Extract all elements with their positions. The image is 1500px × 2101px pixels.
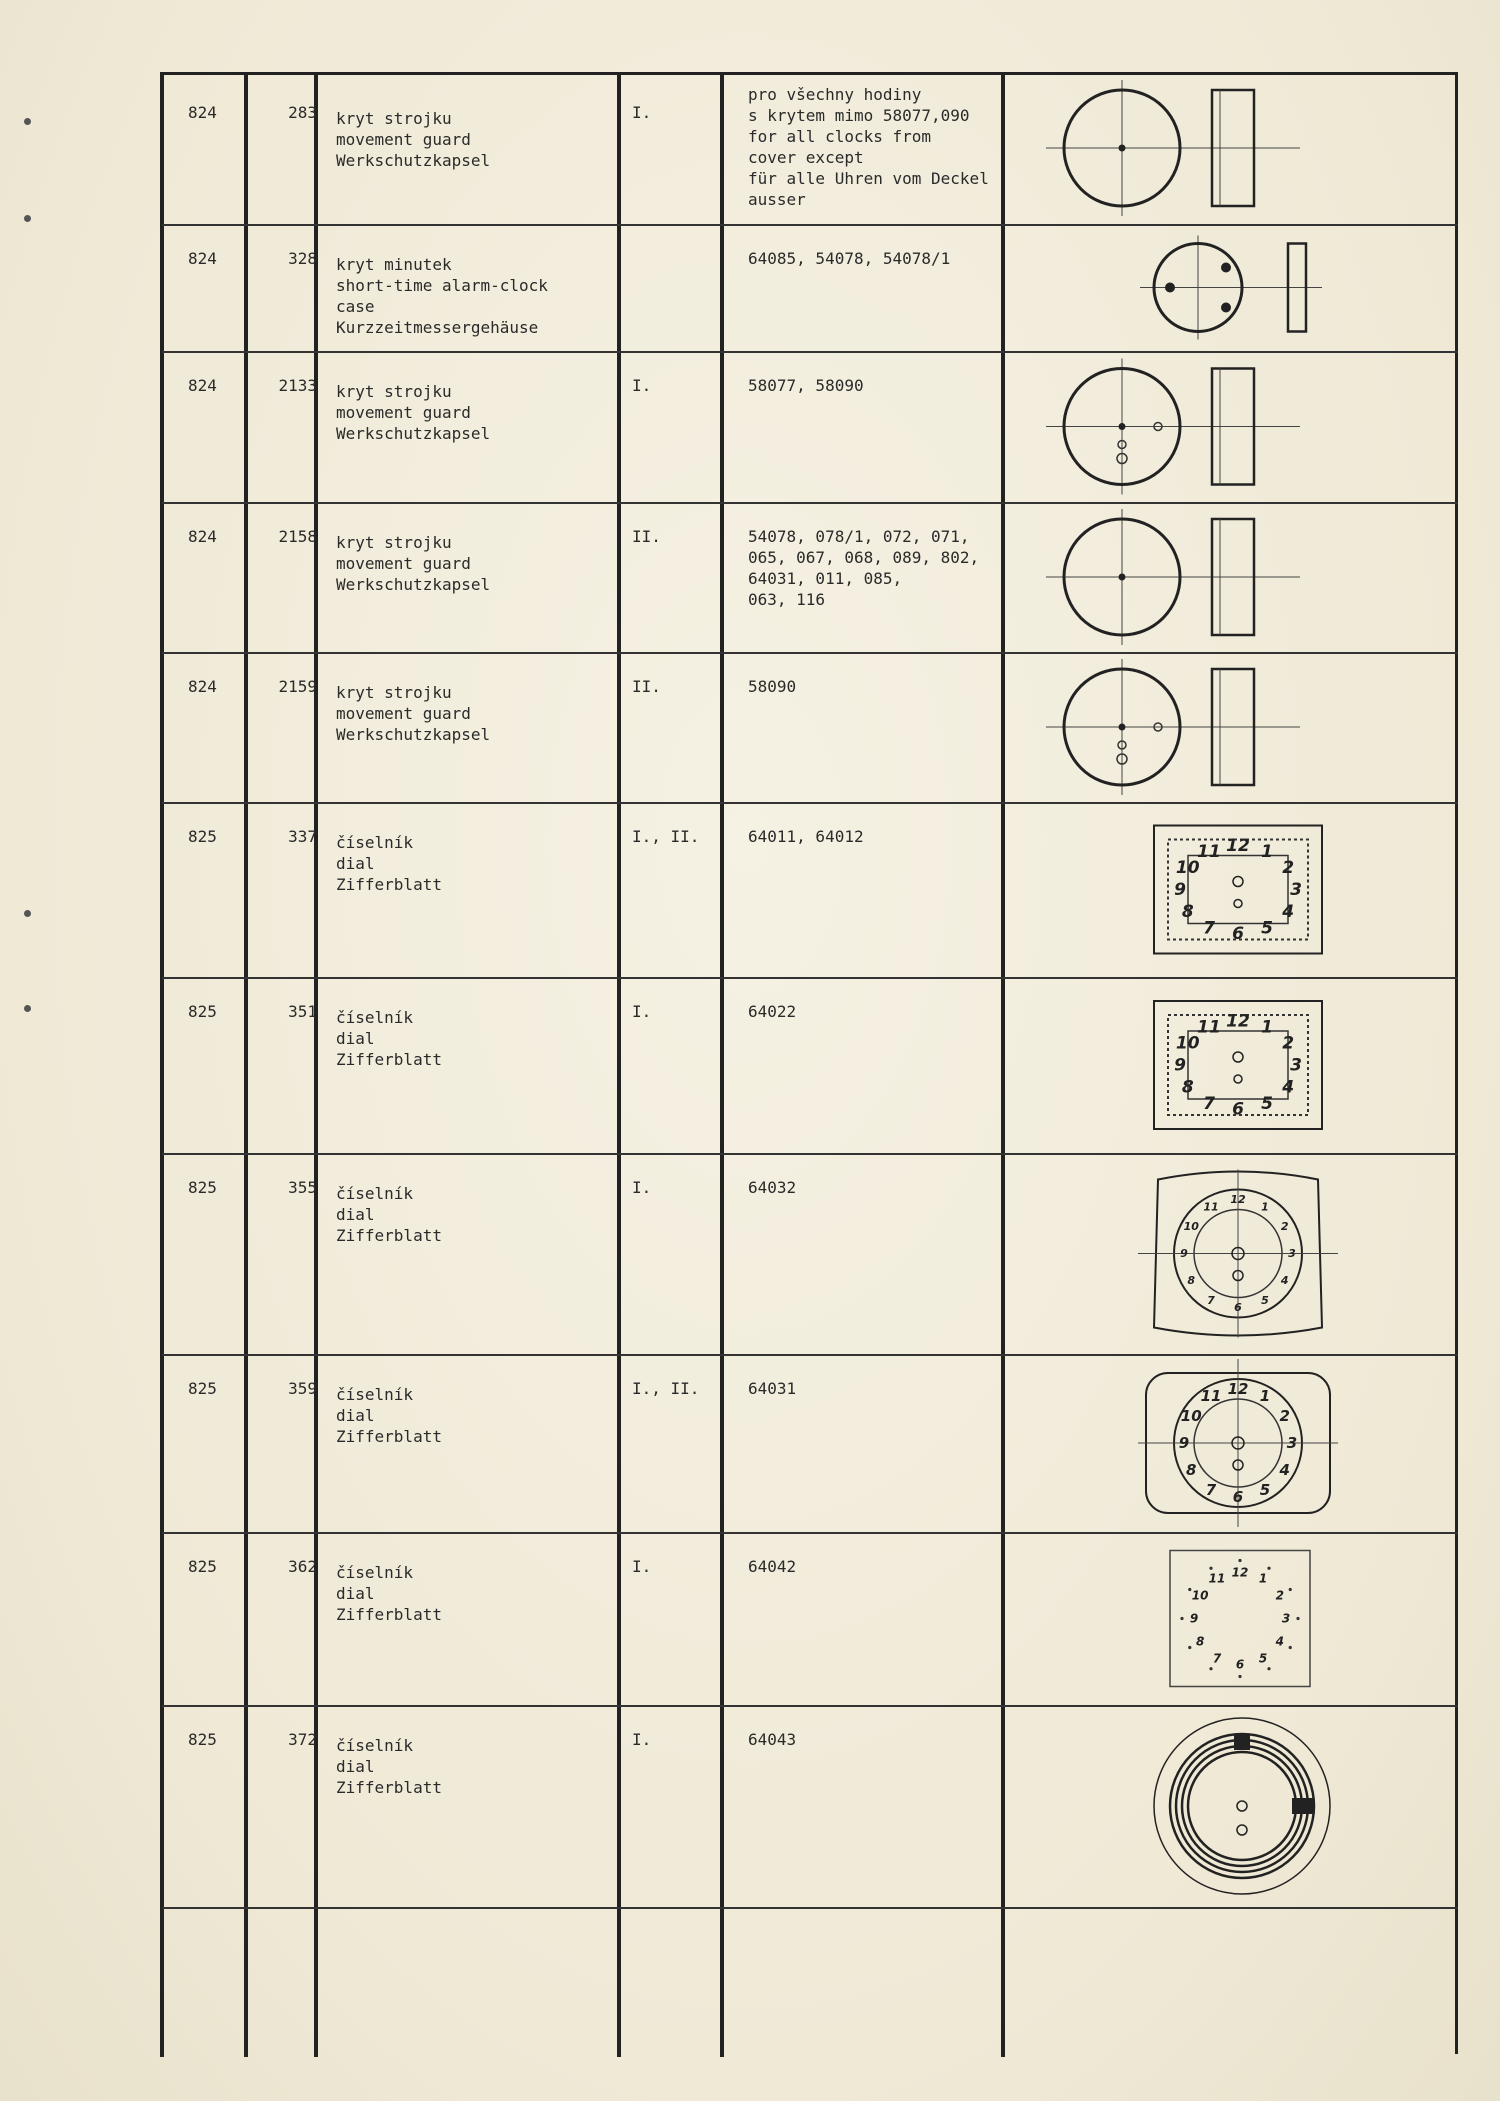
svg-text:3: 3 <box>1286 1434 1298 1452</box>
svg-text:6: 6 <box>1232 1099 1244 1120</box>
part-type: I. <box>632 1178 652 1197</box>
movement-guard-icon <box>1003 652 1458 802</box>
part-number: 372 <box>288 1730 317 1749</box>
part-description-line: kryt minutek <box>336 255 452 274</box>
part-description <box>336 682 616 745</box>
svg-text:8: 8 <box>1181 902 1194 923</box>
applicable-models-line: 64043 <box>748 1730 797 1749</box>
svg-text:7: 7 <box>1203 918 1215 939</box>
part-description-line: číselník <box>336 1736 414 1755</box>
svg-text:12: 12 <box>1231 1565 1249 1580</box>
punch-hole <box>24 118 31 125</box>
applicable-models <box>748 84 1028 210</box>
svg-text:7: 7 <box>1203 1093 1215 1114</box>
alarm-clock-case-icon <box>1003 224 1458 351</box>
svg-text:6: 6 <box>1234 1301 1242 1315</box>
svg-text:8: 8 <box>1187 1274 1196 1288</box>
svg-text:2: 2 <box>1282 858 1295 879</box>
svg-text:12: 12 <box>1226 836 1250 857</box>
applicable-models-line: 58077, 58090 <box>748 376 864 395</box>
svg-text:6: 6 <box>1235 1657 1245 1672</box>
svg-text:4: 4 <box>1280 1274 1289 1288</box>
svg-text:2: 2 <box>1279 1407 1290 1425</box>
part-description-line: movement guard <box>336 130 471 149</box>
svg-text:12: 12 <box>1230 1193 1246 1207</box>
section-number: 825 <box>188 1730 217 1749</box>
part-number: 2159 <box>278 677 317 696</box>
table-row <box>162 652 1458 802</box>
part-description-line: kryt strojku <box>336 382 452 401</box>
part-description-line: číselník <box>336 1385 414 1404</box>
part-description <box>336 1562 616 1625</box>
part-type: I., II. <box>632 827 700 846</box>
part-number: 2158 <box>278 527 317 546</box>
svg-text:11: 11 <box>1208 1571 1226 1586</box>
svg-text:10: 10 <box>1175 1033 1200 1054</box>
svg-text:8: 8 <box>1186 1461 1197 1479</box>
svg-text:7: 7 <box>1205 1480 1217 1499</box>
svg-text:3: 3 <box>1281 1611 1291 1626</box>
part-description-line: dial <box>336 854 375 873</box>
part-description-line: dial <box>336 1029 375 1048</box>
part-description-line: Werkschutzkapsel <box>336 575 491 594</box>
part-number: 2133 <box>278 376 317 395</box>
applicable-models-line: s krytem mimo 58077,090 <box>748 106 970 125</box>
part-description-line: Zifferblatt <box>336 875 442 894</box>
part-description-line: číselník <box>336 1184 414 1203</box>
punch-hole <box>24 215 31 222</box>
table-row <box>162 1354 1458 1532</box>
applicable-models-line: for all clocks from <box>748 127 932 146</box>
applicable-models-line: 58090 <box>748 677 797 696</box>
applicable-models-line: 64031, 011, 085, <box>748 569 903 588</box>
part-description <box>336 381 616 444</box>
svg-text:3: 3 <box>1288 1247 1296 1261</box>
punch-hole <box>24 1005 31 1012</box>
part-type: I. <box>632 376 652 395</box>
applicable-models-line: cover except <box>748 148 864 167</box>
svg-text:1: 1 <box>1261 1200 1269 1214</box>
applicable-models-line: pro všechny hodiny <box>748 85 922 104</box>
part-description <box>336 1735 616 1798</box>
svg-text:2: 2 <box>1275 1588 1285 1603</box>
svg-text:9: 9 <box>1180 1247 1188 1261</box>
part-number: 355 <box>288 1178 317 1197</box>
section-number: 824 <box>188 103 217 122</box>
part-description <box>336 108 616 171</box>
applicable-models-line: 54078, 078/1, 072, 071, <box>748 527 970 546</box>
part-description <box>336 832 616 895</box>
applicable-models <box>748 1177 1028 1198</box>
table-row <box>162 1705 1458 1907</box>
svg-text:5: 5 <box>1261 1093 1273 1114</box>
applicable-models-line: 065, 067, 068, 089, 802, <box>748 548 980 567</box>
svg-text:4: 4 <box>1275 1634 1285 1649</box>
part-number: 351 <box>288 1002 317 1021</box>
section-number: 824 <box>188 376 217 395</box>
applicable-models-line: 64042 <box>748 1557 797 1576</box>
punch-hole <box>24 910 31 917</box>
applicable-models-line: 64031 <box>748 1379 797 1398</box>
part-description-line: Werkschutzkapsel <box>336 151 491 170</box>
part-description <box>336 254 616 338</box>
rectangular-dial-icon <box>1003 977 1458 1153</box>
applicable-models-line: für alle Uhren vom Deckel <box>748 169 989 188</box>
applicable-models-line: 063, 116 <box>748 590 826 609</box>
part-description-line: Werkschutzkapsel <box>336 424 491 443</box>
section-number: 825 <box>188 1002 217 1021</box>
movement-guard-icon <box>1003 72 1458 224</box>
svg-text:12: 12 <box>1226 1011 1250 1032</box>
svg-text:9: 9 <box>1189 1611 1199 1626</box>
part-type: II. <box>632 677 661 696</box>
svg-text:1: 1 <box>1261 1017 1273 1038</box>
table-row <box>162 351 1458 502</box>
part-type: I. <box>632 1557 652 1576</box>
part-description-line: číselník <box>336 1563 414 1582</box>
section-number: 824 <box>188 527 217 546</box>
part-description-line: číselník <box>336 1008 414 1027</box>
part-description-line: movement guard <box>336 704 471 723</box>
svg-text:11: 11 <box>1203 1200 1219 1214</box>
ring-dial-icon <box>1003 1705 1458 1907</box>
applicable-models-line: ausser <box>748 190 806 209</box>
svg-text:3: 3 <box>1290 1055 1302 1076</box>
svg-text:2: 2 <box>1280 1220 1289 1234</box>
part-description-line: short-time alarm-clock <box>336 276 548 295</box>
svg-text:10: 10 <box>1191 1588 1209 1603</box>
part-description-line: dial <box>336 1584 375 1603</box>
svg-text:7: 7 <box>1212 1651 1222 1666</box>
svg-text:8: 8 <box>1195 1634 1205 1649</box>
part-description-line: Zifferblatt <box>336 1050 442 1069</box>
applicable-models-line: 64032 <box>748 1178 797 1197</box>
part-description-line: kryt strojku <box>336 109 452 128</box>
part-description-line: Zifferblatt <box>336 1605 442 1624</box>
svg-text:5: 5 <box>1261 918 1273 939</box>
table-row <box>162 1153 1458 1354</box>
part-description-line: Kurzzeitmessergehäuse <box>336 318 539 337</box>
svg-text:5: 5 <box>1258 1651 1268 1666</box>
part-number: 359 <box>288 1379 317 1398</box>
svg-text:5: 5 <box>1259 1480 1271 1499</box>
svg-text:8: 8 <box>1181 1077 1194 1098</box>
svg-text:4: 4 <box>1279 1461 1290 1479</box>
svg-text:6: 6 <box>1232 1488 1244 1506</box>
part-description-line: dial <box>336 1205 375 1224</box>
svg-text:9: 9 <box>1174 1055 1186 1076</box>
section-number: 824 <box>188 677 217 696</box>
svg-text:11: 11 <box>1200 1387 1222 1406</box>
part-description-line: kryt strojku <box>336 683 452 702</box>
part-description-line: Zifferblatt <box>336 1427 442 1446</box>
svg-text:9: 9 <box>1178 1434 1190 1452</box>
part-description-line: číselník <box>336 833 414 852</box>
part-number: 328 <box>288 249 317 268</box>
part-description <box>336 532 616 595</box>
part-description-line: dial <box>336 1406 375 1425</box>
applicable-models <box>748 826 1028 847</box>
applicable-models <box>748 1729 1028 1750</box>
applicable-models <box>748 526 1028 610</box>
part-type: I. <box>632 1730 652 1749</box>
applicable-models <box>748 1001 1028 1022</box>
svg-text:3: 3 <box>1290 880 1302 901</box>
round-dial-icon <box>1003 1354 1458 1532</box>
part-description-line: kryt strojku <box>336 533 452 552</box>
svg-text:10: 10 <box>1180 1407 1202 1425</box>
table-row <box>162 802 1458 977</box>
svg-text:11: 11 <box>1197 1017 1221 1038</box>
table-row <box>162 977 1458 1153</box>
svg-text:4: 4 <box>1282 1077 1295 1098</box>
svg-text:1: 1 <box>1258 1571 1268 1586</box>
svg-text:12: 12 <box>1227 1380 1249 1398</box>
part-type: II. <box>632 527 661 546</box>
part-description <box>336 1007 616 1070</box>
applicable-models <box>748 1556 1028 1577</box>
table-row <box>162 224 1458 351</box>
part-description-line: Werkschutzkapsel <box>336 725 491 744</box>
part-type: I. <box>632 103 652 122</box>
part-type: I., II. <box>632 1379 700 1398</box>
svg-text:2: 2 <box>1282 1033 1295 1054</box>
part-description-line: Zifferblatt <box>336 1226 442 1245</box>
part-number: 362 <box>288 1557 317 1576</box>
svg-text:7: 7 <box>1207 1293 1215 1307</box>
table-row <box>162 502 1458 652</box>
movement-guard-icon <box>1003 502 1458 652</box>
applicable-models <box>748 1378 1028 1399</box>
svg-text:10: 10 <box>1175 858 1200 879</box>
row-divider <box>162 1907 1458 1909</box>
applicable-models-line: 64022 <box>748 1002 797 1021</box>
svg-text:4: 4 <box>1282 902 1295 923</box>
part-description <box>336 1384 616 1447</box>
applicable-models <box>748 248 1028 269</box>
movement-guard-icon <box>1003 351 1458 502</box>
section-number: 825 <box>188 1379 217 1398</box>
rectangular-dial-icon <box>1003 802 1458 977</box>
svg-text:1: 1 <box>1259 1387 1271 1406</box>
section-number: 825 <box>188 1178 217 1197</box>
section-number: 824 <box>188 249 217 268</box>
part-description-line: movement guard <box>336 554 471 573</box>
part-description-line: dial <box>336 1757 375 1776</box>
svg-text:9: 9 <box>1174 880 1186 901</box>
round-dial-icon <box>1003 1153 1458 1354</box>
section-number: 825 <box>188 1557 217 1576</box>
svg-text:5: 5 <box>1261 1293 1269 1307</box>
square-dial-icon <box>1003 1532 1458 1705</box>
svg-text:1: 1 <box>1261 842 1273 863</box>
applicable-models-line: 64011, 64012 <box>748 827 864 846</box>
svg-text:11: 11 <box>1197 842 1221 863</box>
part-number: 337 <box>288 827 317 846</box>
svg-text:6: 6 <box>1232 924 1244 945</box>
part-description-line: Zifferblatt <box>336 1778 442 1797</box>
svg-text:10: 10 <box>1183 1220 1199 1234</box>
table-row <box>162 72 1458 224</box>
applicable-models <box>748 676 1028 697</box>
section-number: 825 <box>188 827 217 846</box>
part-number: 283 <box>288 103 317 122</box>
applicable-models-line: 64085, 54078, 54078/1 <box>748 249 951 268</box>
part-description-line: movement guard <box>336 403 471 422</box>
table-row <box>162 1532 1458 1705</box>
part-description <box>336 1183 616 1246</box>
part-type: I. <box>632 1002 652 1021</box>
part-description-line: case <box>336 297 375 316</box>
applicable-models <box>748 375 1028 396</box>
